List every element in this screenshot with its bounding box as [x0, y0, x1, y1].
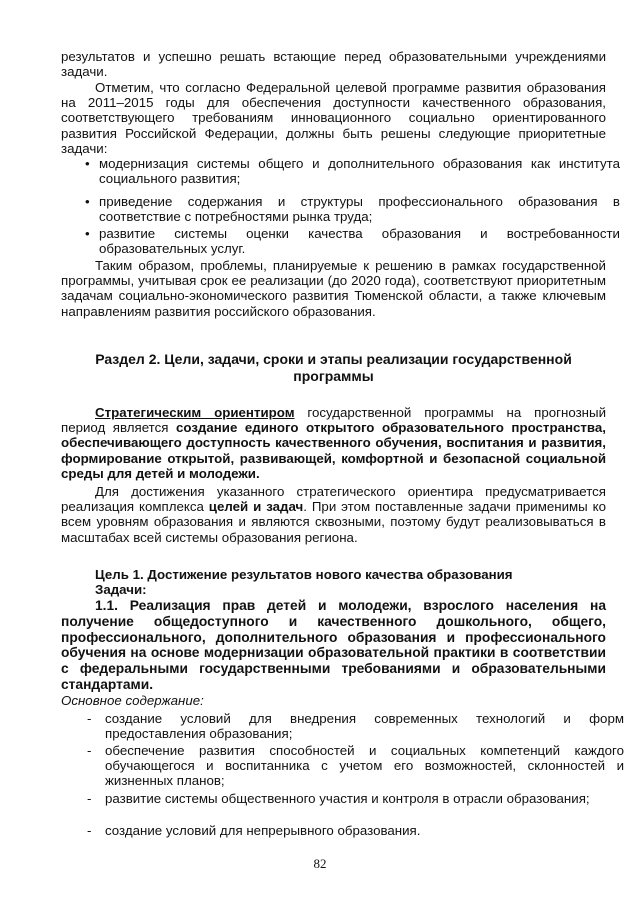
- content-label: Основное содержание:: [61, 693, 204, 708]
- list-item: - создание условий для непрерывного образования.: [87, 823, 421, 838]
- bullet-icon: •: [85, 194, 90, 209]
- section-heading: Раздел 2. Цели, задачи, сроки и этапы реализации государственной программы: [95, 351, 572, 384]
- page-number: 82: [313, 856, 327, 871]
- bullet-item: • приведение содержания и структуры профессионального образования в соответствие с потребностями рынка труда;: [85, 194, 620, 225]
- task-1-1: 1.1. Реализация прав детей и молодежи, взрослого населения на получение общедоступного и качественного дошкольного, общего, профессионального, дополнительного образования и профессионального обучения на основе модернизации образовательной практики в соответствии с федеральными государственными требованиями и образовательными стандартами.: [61, 598, 606, 692]
- strategic-definition: создание единого открытого образовательного пространства, обеспечивающего доступность качественного обучения, воспитания и развития, формирование открытой, развивающей, комфортной и безопасной социальной среды для детей и молодежи.: [61, 420, 606, 481]
- tasks-label: Задачи:: [95, 582, 147, 597]
- paragraph-goals: Для достижения указанного стратегического ориентира предусматривается реализация комплекса целей и задач. При этом поставленные задачи применимы ко всем уровням образования и являются сквозными, поэтому будут реализовываться в масштабах всей системы образования региона.: [61, 484, 606, 545]
- goal-heading: Цель 1. Достижение результатов нового качества образования: [95, 567, 513, 582]
- bullet-icon: •: [85, 226, 90, 241]
- dash-marker: -: [87, 743, 92, 758]
- paragraph-conclusion: Таким образом, проблемы, планируемые к решению в рамках государственной программы, учитывая срок ее реализации (до 2020 года), соответствуют приоритетным задачам социально-экономического развития Тюменской области, а также ключевым направлениям развития российского образования.: [61, 258, 606, 319]
- strategic-term: Стратегическим ориентиром: [95, 405, 295, 420]
- dash-marker: -: [87, 711, 92, 726]
- bullet-icon: •: [85, 156, 90, 171]
- paragraph-federal-program: Отметим, что согласно Федеральной целевой программе развития образования на 2011–2015 годы для обеспечения доступности качественного образования, соответствующего требованиям инновационного социально ориентированного развития Российской Федерации, должны быть решены следующие приоритетные задачи:: [61, 80, 606, 156]
- list-item: - создание условий для внедрения современных технологий и форм предоставления образования;: [87, 711, 624, 742]
- list-item: - обеспечение развития способностей и социальных компетенций каждого обучающегося и воспитанника с учетом его возможностей, склонностей и жизненных планов;: [87, 743, 624, 789]
- bullet-item: • развитие системы оценки качества образования и востребованности образовательных услуг.: [85, 226, 620, 257]
- dash-marker: -: [87, 791, 92, 806]
- bullet-item: • модернизация системы общего и дополнительного образования как института социального развития;: [85, 156, 620, 187]
- paragraph-continuation: результатов и успешно решать встающие перед образовательными учреждениями задачи.: [61, 49, 606, 80]
- paragraph-strategic-orientation: Стратегическим ориентиром государственной программы на прогнозный период является создание единого открытого образовательного пространства, обеспечивающего доступность качественного обучения, воспитания и развития, формирование открытой, развивающей, комфортной и безопасной социальной среды для детей и молодежи.: [61, 405, 606, 481]
- dash-marker: -: [87, 823, 92, 838]
- list-item: - развитие системы общественного участия и контроля в отрасли образования;: [87, 791, 590, 806]
